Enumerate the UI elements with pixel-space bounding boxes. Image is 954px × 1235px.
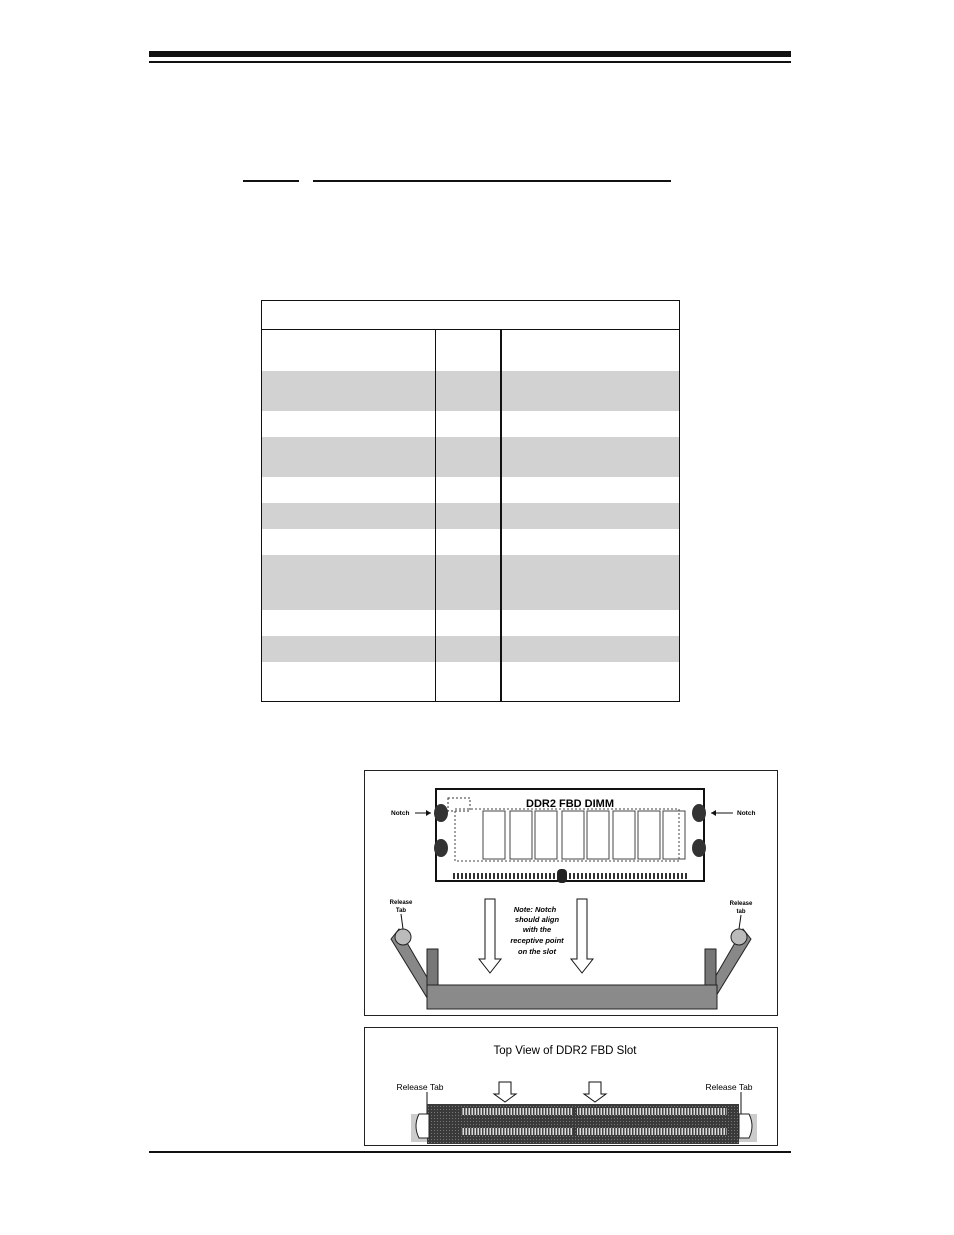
slot-top-view-figure bbox=[364, 1027, 778, 1146]
notch-left-label: Notch bbox=[391, 810, 410, 817]
release-tab-icon bbox=[731, 929, 747, 945]
header-rule-thick bbox=[149, 51, 791, 57]
table-row bbox=[262, 477, 679, 503]
slot-body bbox=[411, 1104, 757, 1144]
caption-underline-long bbox=[313, 180, 671, 182]
release-tab-icon bbox=[395, 929, 411, 945]
insert-arrow-down-icon bbox=[479, 899, 501, 973]
release-tab-left-label: Release bbox=[389, 900, 413, 906]
dimm-installation-figure bbox=[364, 770, 778, 1016]
arrow-down-icon bbox=[584, 1082, 606, 1102]
release-tab-icon bbox=[739, 1114, 752, 1138]
memory-population-table bbox=[261, 300, 680, 702]
release-tab-right-pointer bbox=[739, 915, 741, 929]
table-row bbox=[262, 610, 679, 636]
arrow-down-icon bbox=[494, 1082, 516, 1102]
dimm-contacts bbox=[453, 873, 687, 879]
release-tab-icon bbox=[416, 1114, 429, 1138]
caption-underline-short bbox=[243, 180, 299, 182]
release-tab-right-label: Release bbox=[729, 901, 753, 907]
table-row bbox=[262, 555, 679, 610]
slot-top-view-title: Top View of DDR2 FBD Slot bbox=[493, 1045, 637, 1057]
release-tab-left-pointer bbox=[401, 914, 403, 929]
header-rule-thin bbox=[149, 61, 791, 63]
arrow-left-icon bbox=[711, 810, 716, 816]
release-tab-right-label: tab bbox=[736, 909, 746, 915]
release-tab-left-label: Release Tab bbox=[396, 1082, 444, 1092]
dimm-module-label: DDR2 FBD DIMM bbox=[526, 798, 614, 810]
svg-text:should align: should align bbox=[514, 915, 560, 924]
table-row bbox=[262, 662, 679, 701]
table-row bbox=[262, 529, 679, 555]
release-tab-right-label: Release Tab bbox=[705, 1082, 753, 1092]
insert-arrow-down-icon bbox=[571, 899, 593, 973]
svg-text:Note: Notch: Note: Notch bbox=[513, 905, 557, 914]
svg-text:receptive point: receptive point bbox=[510, 936, 564, 945]
dimm-installation-illustration bbox=[365, 771, 777, 1015]
release-tab-left-label: Tab bbox=[395, 908, 407, 914]
table-row bbox=[262, 437, 679, 477]
slot-top-view-illustration bbox=[365, 1028, 777, 1145]
svg-text:on the slot: on the slot bbox=[518, 947, 556, 956]
table-row bbox=[262, 411, 679, 437]
dimm-slot bbox=[391, 929, 751, 1009]
footer-rule bbox=[149, 1151, 791, 1153]
table-title-row bbox=[262, 301, 679, 330]
arrow-right-icon bbox=[426, 810, 431, 816]
dimm-key-notch bbox=[557, 869, 567, 883]
table-column-divider bbox=[500, 330, 502, 701]
table-column-divider bbox=[435, 330, 436, 701]
table-row bbox=[262, 636, 679, 662]
table-header-row bbox=[262, 330, 679, 371]
alignment-note bbox=[510, 905, 564, 956]
notch-right-label: Notch bbox=[737, 810, 756, 817]
table-row bbox=[262, 371, 679, 411]
table-row bbox=[262, 503, 679, 529]
svg-text:with the: with the bbox=[522, 925, 552, 934]
